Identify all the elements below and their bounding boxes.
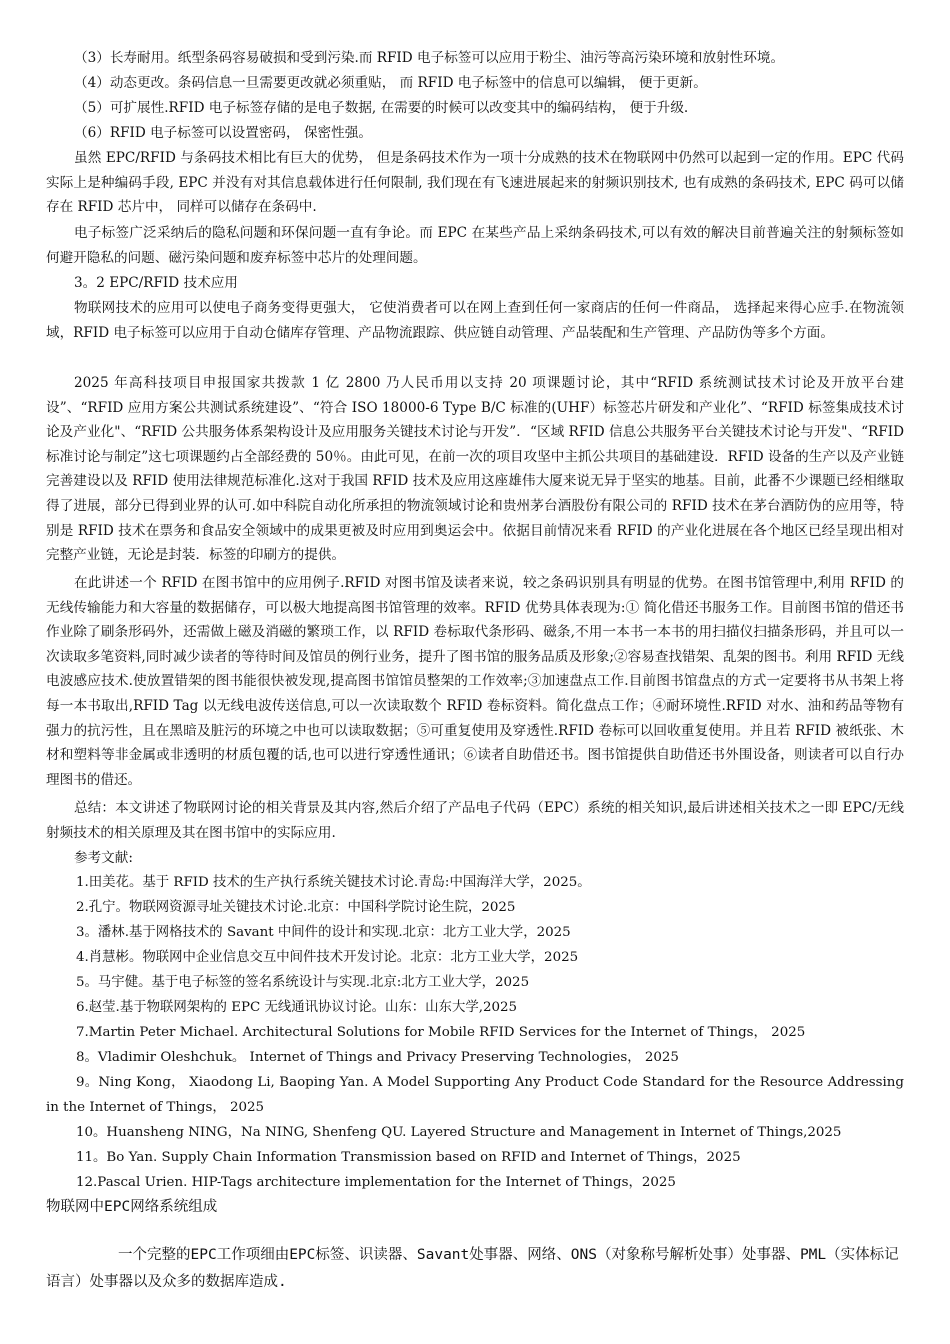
reference-item: 4.肖慧彬。物联网中企业信息交互中间件技术开发讨论。北京：北方工业大学，2025 xyxy=(76,950,579,965)
reference-item: 10。Huansheng NING，Na NING, Shenfeng QU. Layered Structure and Management in Internet of Things,2025 xyxy=(76,1125,842,1140)
section-title-epc-network: 物联网中EPC网络系统组成 xyxy=(46,1199,218,1215)
reference-item: 7.Martin Peter Michael. Architectural Solutions for Mobile RFID Services for the Internet of Things， 2025 xyxy=(76,1025,806,1040)
paragraph-epc-network-body: 一个完整的EPC工作项细由EPC标签、识读器、Savant处事器、网络、ONS（对象称号解析处事）处事器、PML（实体标记语言）处事器以及众多的数据库造成. xyxy=(46,1247,899,1290)
paragraph-epc-vs-barcode: 虽然 EPC/RFID 与条码技术相比有巨大的优势， 但是条码技术作为一项十分成熟的技术在物联网中仍然可以起到一定的作用。EPC 代码实际上是种编码手段, EPC 并没有对其信息载体进行任何限制, 我们现在有飞速进展起来的射频识别技术, 也有成熟的条码技术, EPC 码可以储存在 RFID 芯片中， 同样可以储存在条码中. xyxy=(46,150,904,216)
paragraph-summary: 总结：本文讲述了物联网讨论的相关背景及其内容,然后介绍了产品电子代码（EPC）系统的相关知识,最后讲述相关技术之一即 EPC/无线射频技术的相关原理及其在图书馆中的实际应用. xyxy=(46,800,904,841)
paragraph-library-example: 在此讲述一个 RFID 在图书馆中的应用例子.RFID 对图书馆及读者来说，较之条码识别具有明显的优势。在图书馆管理中,利用 RFID 的无线传输能力和大容量的数据储存，可以极大地提高图书馆管理的效率。RFID 优势具体表现为:① 简化借还书服务工作。目前图书馆的借还书作业除了刷条形码外，还需做上磁及消磁的繁琐工作，以 RFID 卷标取代条形码、磁条,不用一本书一本书的用扫描仪扫描条形码，并且可以一次读取多笔资料,同时减少读者的等待时间及馆员的例行业务，提升了图书馆的服务品质及形象;②容易查找错架、乱架的图书。利用 RFID 无线电波感应技术.使放置错架的图书能很快被发现,提高图书馆馆员整架的工作效率;③加速盘点工作.目前图书馆盘点的方式一定要将书从书架上将每一本书取出,RFID Tag 以无线电波传送信息,可以一次读取数个 RFID 卷标资料。简化盘点工作；④耐环境性.RFID 对水、油和药品等物有强力的抗污性，且在黑暗及脏污的环境之中也可以读取数据；⑤可重复使用及穿透性.RFID 卷标可以回收重复使用。并且若 RFID 被纸张、木材和塑料等非金属或非透明的材质包覆的话,也可以进行穿透性通讯；⑥读者自助借还书。图书馆提供自助借还书外围设备，则读者可以自行办理图书的借还。 xyxy=(46,575,904,788)
paragraph-dynamic-update: （4）动态更改。条码信息一旦需要更改就必须重贴， 而 RFID 电子标签中的信息可以编辑， 便于更新。 xyxy=(74,75,707,91)
references-heading: 参考文献: xyxy=(74,850,133,866)
paragraph-extensibility: （5）可扩展性.RFID 电子标签存储的是电子数据, 在需要的时候可以改变其中的编码结构， 便于升级. xyxy=(74,100,689,116)
paragraph-ecommerce: 物联网技术的应用可以使电子商务变得更强大， 它使消费者可以在网上查到任何一家商店的任何一件商品， 选择起来得心应手.在物流领域，RFID 电子标签可以应用于自动仓储库存管理、产品物流跟踪、供应链自动管理、产品装配和生产管理、产品防伪等多个方面。 xyxy=(46,300,904,341)
reference-item: 5。马宇健。基于电子标签的签名系统设计与实现.北京:北方工业大学，2025 xyxy=(76,975,530,990)
reference-item: 8。Vladimir Oleshchuk。 Internet of Things and Privacy Preserving Technologies， 2025 xyxy=(76,1050,679,1065)
section-heading-3-2: 3。2 EPC/RFID 技术应用 xyxy=(74,275,238,291)
paragraph-durability: （3）长寿耐用。纸型条码容易破损和受到污染.而 RFID 电子标签可以应用于粉尘、油污等高污染环境和放射性环境。 xyxy=(74,50,785,66)
reference-item: 12.Pascal Urien. HIP-Tags architecture implementation for the Internet of Things，2025 xyxy=(76,1175,676,1190)
paragraph-privacy: 电子标签广泛采纳后的隐私问题和环保问题一直有争论。而 EPC 在某些产品上采纳条码技术,可以有效的解决目前普遍关注的射频标签如何避开隐私的问题、磁污染问题和废弃标签中芯片的处理间题。 xyxy=(46,225,904,266)
reference-item: 11。Bo Yan. Supply Chain Information Transmission based on RFID and Internet of Things，2025 xyxy=(76,1150,741,1165)
reference-item: 9。Ning Kong， Xiaodong Li, Baoping Yan. A Model Supporting Any Product Code Standard for the Resource Addressing in the Internet of Things， 2025 xyxy=(46,1075,904,1115)
reference-item: 2.孔宁。物联网资源寻址关键技术讨论.北京：中国科学院讨论生院，2025 xyxy=(76,900,516,915)
paragraph-password: （6）RFID 电子标签可以设置密码， 保密性强。 xyxy=(74,125,372,141)
reference-item: 1.田美花。基于 RFID 技术的生产执行系统关键技术讨论.青岛:中国海洋大学，2025。 xyxy=(76,875,591,890)
reference-item: 6.赵莹.基于物联网架构的 EPC 无线通讯协议讨论。山东：山东大学,2025 xyxy=(76,1000,518,1015)
paragraph-funding: 2025 年高科技项目申报国家共拨款 1 亿 2800 乃人民币用以支持 20 项课题讨论，其中“RFID 系统测试技术讨论及开放平台建设”、“RFID 应用方案公共测试系统建设”、“符合 ISO 18000-6 Type B/C 标准的(UHF）标签芯片研发和产业化”、“RFID 标签集成技术讨论及产业化"、“RFID 公共服务体系架构设计及应用服务关键技术讨论与开发”．“区域 RFID 信息公共服务平台关键技术讨论与开发"、“RFID 标准讨论与制定”这七项课题约占全部经费的 50％。由此可见，在前一次的项目攻坚中主抓公共项目的基础建设．RFID 设备的生产以及产业链完善建设以及 RFID 使用法律规范标准化.这对于我国 RFID 技术及应用这座雄伟大厦来说无异于坚实的地基。目前，此番不少课题已经相继取得了进展，部分已得到业界的认可.如中科院自动化所承担的物流领域讨论和贵州茅台酒股份有限公司的 RFID 技术在茅台酒防伪的应用等，特别是 RFID 技术在票务和食品安全领域中的成果更被及时应用到奥运会中。依据目前情况来看 RFID 的产业化进展在各个地区已经呈现出相对完整产业链，无论是封装．标签的印刷方的提供。 xyxy=(46,375,904,564)
reference-item: 3。潘林.基于网格技术的 Savant 中间件的设计和实现.北京：北方工业大学，2025 xyxy=(76,925,571,940)
